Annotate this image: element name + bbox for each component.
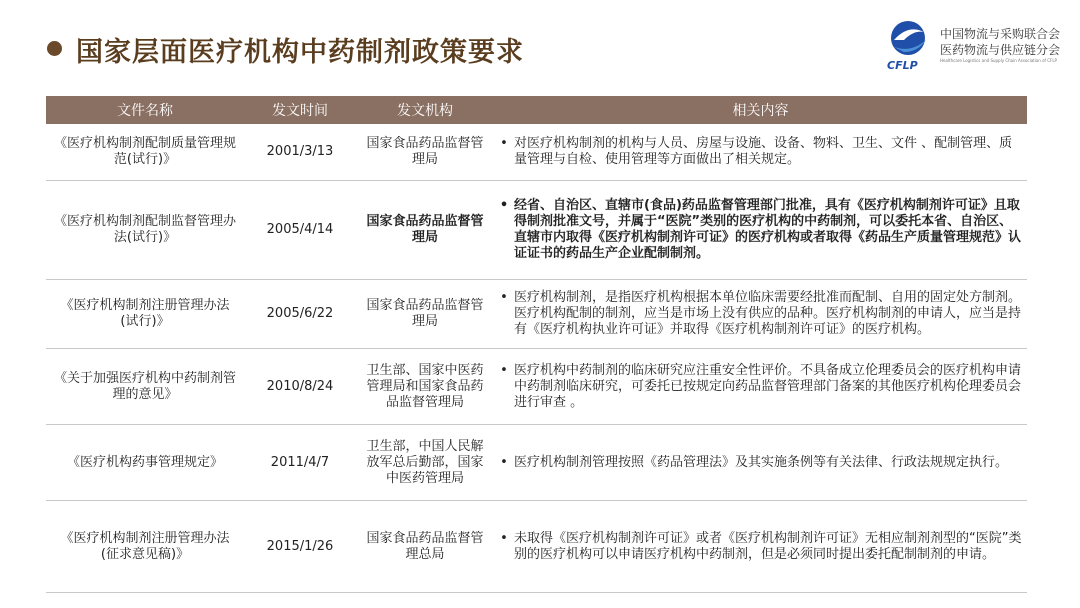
cell-content: [494, 531, 1027, 563]
table-row: [46, 124, 1027, 181]
header-content: 相关内容: [732, 103, 789, 119]
cell-name: 《医疗机构制剂配制监督管理办法(试行)》: [53, 214, 236, 245]
table-row: [46, 425, 1027, 501]
cell-date: 2010/8/24: [266, 378, 334, 394]
cell-content: [494, 136, 1027, 168]
header-org: 发文机构: [397, 103, 453, 119]
title-bullet: [47, 41, 62, 56]
content-text: 对医疗机构制剂的机构与人员、房屋与设施、设备、物料、卫生、文件 、配制管理、质量管理与自检、使用管理等方面做出了相关规定。: [514, 136, 1013, 167]
cell-date: 2005/6/22: [266, 306, 334, 321]
cell-org: 国家食品药品监督管理局: [366, 298, 484, 329]
cell-date: 2011/4/7: [270, 454, 330, 470]
cell-name: 《医疗机构制剂注册管理办法(试行)》: [60, 298, 230, 329]
bullet: •: [499, 198, 509, 213]
page-title: 国家层面医疗机构中药制剂政策要求: [76, 37, 524, 68]
content-text: 经省、自治区、直辖市(食品)药品监督管理部门批准，具有《医疗机构制剂许可证》且取得制剂批准文号，并属于“医院”类别的医疗机构的中药制剂，可以委托本省、自治区、直辖市内取得《医疗机构制剂许可证》的医疗机构或者取得《药品生产质量管理规范》认证证书的药品生产企业配制制剂。: [514, 198, 1022, 261]
content-text: 医疗机构中药制剂的临床研究应注重安全性评价。不具备成立伦理委员会的医疗机构申请中药制剂临床研究，可委托已按规定向药品监督管理部门备案的其他医疗机构伦理委员会进行审查 。: [514, 362, 1022, 410]
logo-text-line2: 医药物流与供应链分会: [940, 43, 1061, 57]
cell-org: 国家食品药品监督管理总局: [366, 530, 484, 562]
content-text: 未取得《医疗机构制剂许可证》或者《医疗机构制剂许可证》无相应制剂剂型的“医院”类别的医疗机构可以申请医疗机构中药制剂，但是必须同时提出委托配制制剂的申请。: [514, 530, 1022, 562]
cell-content: [494, 363, 1027, 411]
bullet: •: [500, 136, 508, 151]
cell-name: 《医疗机构制剂注册管理办法(征求意见稿)》: [60, 530, 230, 562]
table-row: [46, 280, 1027, 349]
bullet: •: [500, 530, 508, 546]
cell-date: 2015/1/26: [266, 538, 334, 554]
logo-text-line3: Healthcare Logistics and Supply Chain Association of CFLP: [940, 58, 1057, 63]
cell-name: 《医疗机构制剂配制质量管理规范(试行)》: [53, 136, 236, 167]
cell-content: [494, 455, 1027, 471]
bullet: •: [500, 362, 508, 378]
bullet: •: [500, 290, 508, 305]
content-text: 医疗机构制剂，是指医疗机构根据本单位临床需要经批准而配制、自用的固定处方制剂。医疗机构配制的制剂，应当是市场上没有供应的品种。医疗机构制剂的申请人，应当是持有《医疗机构执业许可证》并取得《医疗机构制剂许可证》的医疗机构。: [514, 290, 1022, 337]
policy-table: [46, 96, 1027, 588]
cell-name: 《关于加强医疗机构中药制剂管理的意见》: [53, 370, 236, 402]
table-header: [46, 96, 1027, 124]
cell-content: [494, 290, 1027, 338]
header-date: 发文时间: [272, 103, 328, 119]
cell-date: 2005/4/14: [266, 222, 334, 237]
content-text: 医疗机构制剂管理按照《药品管理法》及其实施条例等有关法律、行政法规规定执行。: [514, 454, 1009, 470]
cell-org: 国家食品药品监督管理局: [366, 214, 484, 245]
cell-name: 《医疗机构药事管理规定》: [66, 454, 223, 470]
cell-date: 2001/3/13: [266, 144, 334, 159]
bullet: •: [500, 454, 508, 470]
cflp-logo-icon: [884, 18, 934, 72]
cell-org: 国家食品药品监督管理局: [366, 136, 484, 167]
logo-text-line1: 中国物流与采购联合会: [940, 27, 1061, 41]
table-row: [46, 349, 1027, 425]
table-row: [46, 181, 1027, 280]
cell-org: 卫生部，中国人民解放军总后勤部，国家中医药管理局: [366, 438, 484, 486]
svg-text:CFLP: CFLP: [887, 59, 918, 72]
header-name: 文件名称: [117, 103, 173, 119]
cflp-logo: [884, 18, 1060, 72]
table-row: [46, 501, 1027, 593]
cell-content: [494, 198, 1027, 262]
cell-org: 卫生部、国家中医药管理局和国家食品药品监督管理局: [366, 362, 484, 410]
